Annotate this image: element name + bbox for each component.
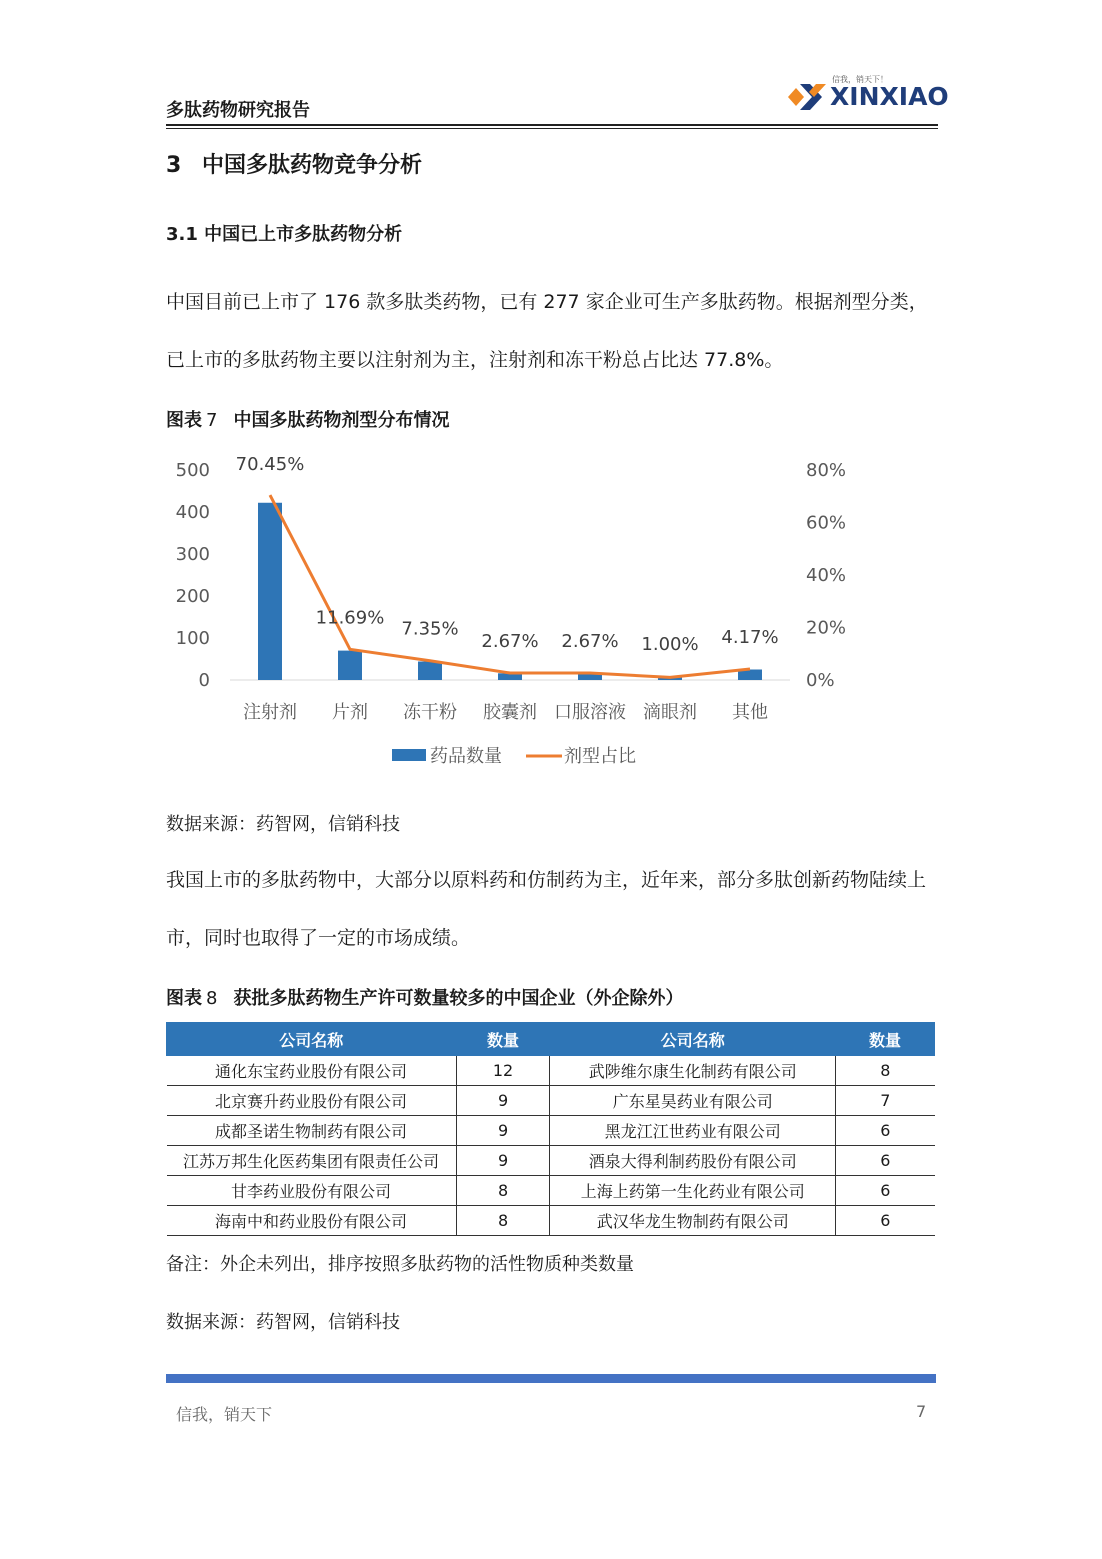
- y-right-tick-label: 40%: [806, 565, 847, 586]
- x-tick-label: 片剂: [332, 702, 368, 723]
- table-row: [167, 1116, 935, 1146]
- company-cell: 甘李药业股份有限公司: [167, 1176, 457, 1206]
- page-number: 7: [916, 1402, 927, 1421]
- header-rule: [166, 124, 938, 126]
- y-left-tick-label: 500: [175, 460, 210, 481]
- y-left-tick-label: 100: [175, 628, 210, 649]
- table-row: [167, 1146, 935, 1176]
- figure-7-title: 中国多肽药物剂型分布情况: [233, 410, 450, 431]
- logo-slogan: 信我，销天下！: [832, 75, 888, 84]
- x-tick-label: 口服溶液: [554, 702, 626, 723]
- logo-wordmark: XINXIAO: [830, 82, 949, 111]
- legend-line-label: 剂型占比: [564, 746, 636, 767]
- data-label: 4.17%: [721, 627, 779, 649]
- header-rule-thin: [166, 128, 938, 129]
- company-cell: 海南中和药业股份有限公司: [167, 1206, 457, 1236]
- header-company-name: 公司名称: [550, 1023, 836, 1056]
- figure-8-source: 数据来源：药智网，信销科技: [166, 1312, 400, 1333]
- bar-drug-count: [338, 651, 362, 680]
- company-cell: 成都圣诺生物制药有限公司: [167, 1116, 457, 1146]
- count-cell: 9: [456, 1116, 550, 1146]
- y-left-tick-label: 400: [175, 502, 210, 523]
- table-row: [167, 1086, 935, 1116]
- count-cell: 6: [836, 1146, 935, 1176]
- figure-8-label: 图表: [166, 988, 202, 1009]
- section-title: 中国多肽药物竞争分析: [202, 153, 423, 178]
- table-row: [167, 1056, 935, 1086]
- figure-7-number: 7: [206, 410, 218, 431]
- x-tick-label: 冻干粉: [403, 702, 457, 723]
- count-cell: 8: [836, 1056, 935, 1086]
- figure-8-title: 获批多肽药物生产许可数量较多的中国企业（外企除外）: [233, 988, 684, 1009]
- header-company-name: 公司名称: [167, 1023, 457, 1056]
- logo-mark-icon: [786, 82, 830, 112]
- figure-7-label: 图表: [166, 410, 202, 431]
- paragraph-1-line-2: 已上市的多肽药物主要以注射剂为主，注射剂和冻干粉总占比达 77.8%。: [166, 349, 784, 371]
- count-cell: 6: [836, 1176, 935, 1206]
- x-tick-label: 滴眼剂: [643, 702, 697, 723]
- section-heading: [166, 148, 422, 179]
- legend-bar-swatch: [392, 749, 426, 761]
- company-cell: 北京赛升药业股份有限公司: [167, 1086, 457, 1116]
- bar-drug-count: [418, 662, 442, 680]
- count-cell: 6: [836, 1206, 935, 1236]
- table-row: [167, 1176, 935, 1206]
- data-label: 2.67%: [481, 630, 539, 652]
- data-label: 11.69%: [315, 607, 385, 629]
- count-cell: 9: [456, 1086, 550, 1116]
- x-tick-label: 胶囊剂: [483, 702, 537, 723]
- header-count: 数量: [456, 1023, 550, 1056]
- y-left-tick-label: 300: [175, 544, 210, 565]
- x-tick-label: 其他: [732, 702, 768, 723]
- y-right-tick-label: 0%: [806, 670, 835, 691]
- data-label: 2.67%: [561, 630, 619, 652]
- company-cell: 通化东宝药业股份有限公司: [167, 1056, 457, 1086]
- data-label: 1.00%: [641, 634, 699, 655]
- paragraph-1-line-1: 中国目前已上市了 176 款多肽类药物，已有 277 家企业可生产多肽药物。根据剂型分类，: [166, 291, 928, 313]
- y-right-tick-label: 80%: [806, 460, 847, 481]
- table-note: 备注：外企未列出，排序按照多肽药物的活性物质种类数量: [166, 1254, 634, 1275]
- figure-8-number: 8: [206, 988, 218, 1009]
- subsection-heading: 3.1 中国已上市多肽药物分析: [166, 224, 403, 245]
- company-cell: 黑龙江江世药业有限公司: [550, 1116, 836, 1146]
- data-label: 70.45%: [235, 454, 305, 475]
- document-header-title: 多肽药物研究报告: [166, 100, 310, 121]
- company-cell: 江苏万邦生化医药集团有限责任公司: [167, 1146, 457, 1176]
- company-cell: 上海上药第一生化药业有限公司: [550, 1176, 836, 1206]
- y-right-tick-label: 60%: [806, 512, 847, 534]
- count-cell: 12: [456, 1056, 550, 1086]
- count-cell: 7: [836, 1086, 935, 1116]
- table-row: [167, 1206, 935, 1236]
- xinxiao-logo: [786, 74, 949, 118]
- figure-7-source: 数据来源：药智网，信销科技: [166, 814, 400, 835]
- header-count: 数量: [836, 1023, 935, 1056]
- figure-8-caption: [166, 984, 683, 1010]
- section-number: 3: [166, 153, 182, 178]
- company-license-table: [166, 1022, 935, 1236]
- count-cell: 8: [456, 1206, 550, 1236]
- data-label: 7.35%: [401, 618, 459, 640]
- figure-7-caption: [166, 406, 449, 432]
- count-cell: 9: [456, 1146, 550, 1176]
- footer-bar: [166, 1374, 936, 1383]
- paragraph-2-line-1: 我国上市的多肽药物中，大部分以原料药和仿制药为主，近年来，部分多肽创新药物陆续上: [166, 869, 927, 891]
- table-header-row: [167, 1023, 935, 1056]
- legend-bar-label: 药品数量: [430, 746, 502, 767]
- company-cell: 酒泉大得利制药股份有限公司: [550, 1146, 836, 1176]
- y-left-tick-label: 0: [198, 670, 210, 691]
- y-right-tick-label: 20%: [806, 617, 847, 639]
- company-cell: 武陟维尔康生化制药有限公司: [550, 1056, 836, 1086]
- paragraph-2-line-2: 市，同时也取得了一定的市场成绩。: [166, 927, 471, 949]
- x-tick-label: 注射剂: [243, 702, 297, 723]
- y-left-tick-label: 200: [175, 586, 210, 607]
- bar-drug-count: [258, 503, 282, 680]
- footer-slogan: 信我，销天下: [176, 1405, 273, 1424]
- company-cell: 武汉华龙生物制药有限公司: [550, 1206, 836, 1236]
- count-cell: 8: [456, 1176, 550, 1206]
- dosage-form-chart: [166, 450, 886, 780]
- count-cell: 6: [836, 1116, 935, 1146]
- company-cell: 广东星昊药业有限公司: [550, 1086, 836, 1116]
